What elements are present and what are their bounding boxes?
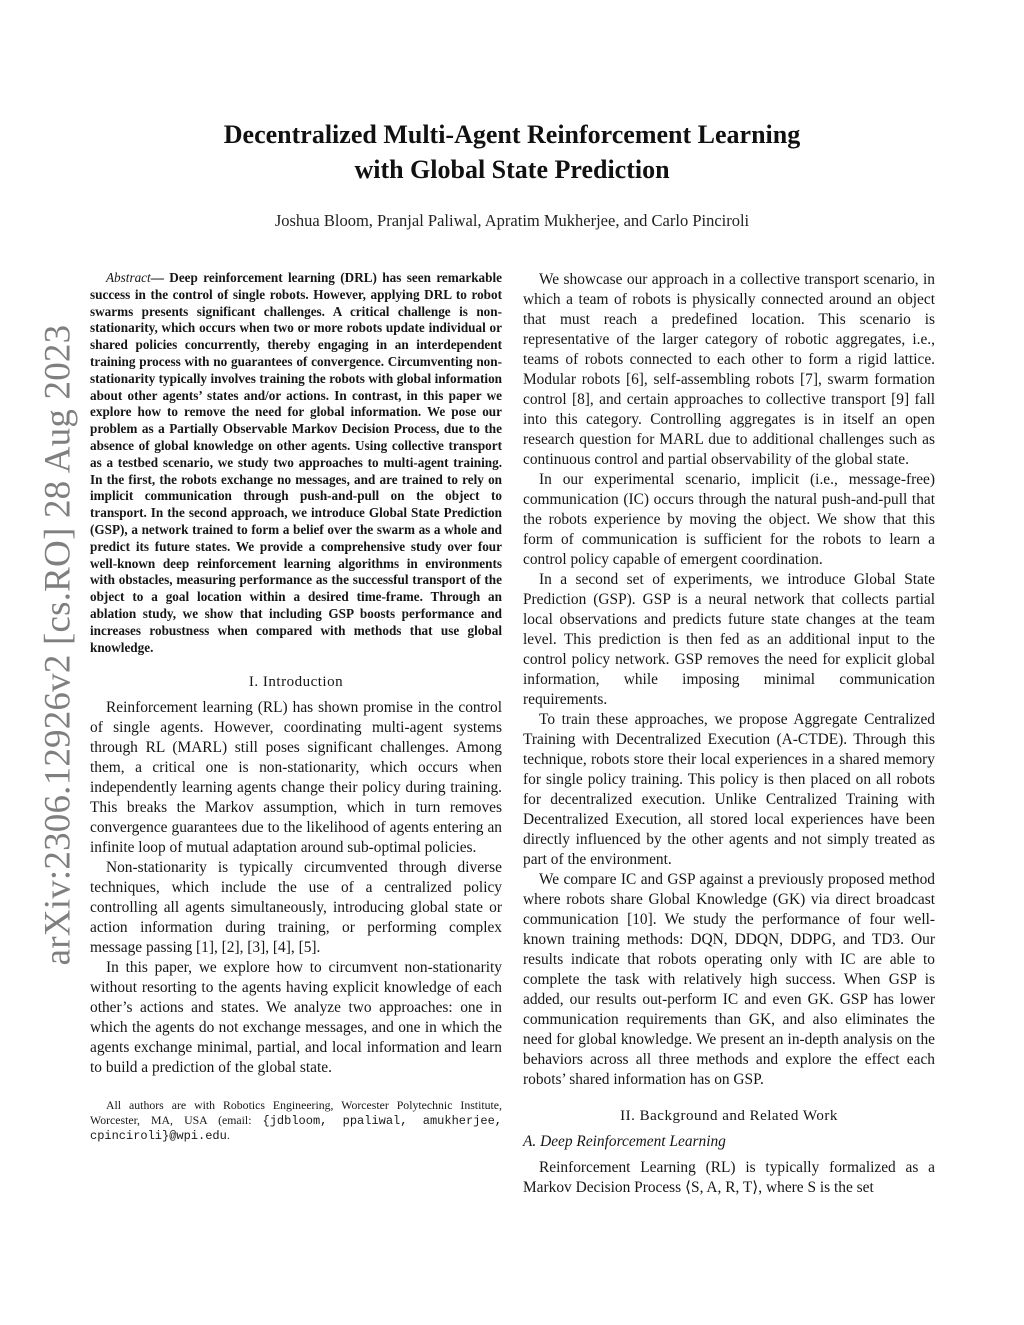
abstract-dash: — <box>150 270 170 285</box>
right-column <box>523 270 935 1198</box>
intro-paragraph-5: In our experimental scenario, implicit (i.e., message-free) communication (IC) occurs through the natural push-and-pull that the robots experience by moving the object. We show that this form of communication is sufficient for the robots to learn a control policy capable of emergent coordination. <box>523 471 935 568</box>
intro-paragraph-8: We compare IC and GSP against a previously proposed method where robots share Global Knowledge (GK) via direct broadcast communication [10]. We study the performance of four well-known training methods: DQN, DDQN, DDPG, and TD3. Our results indicate that robots operating only with IC are able to complete the task with relatively high success. When GSP is added, our results out-perform IC and even GK. GSP has lower communication requirements than GK, and also eliminates the need for global knowledge. We present an in-depth analysis on the behaviors across all three methods and explore the effect each robots’ shared information has on GSP. <box>523 871 935 1088</box>
left-column <box>90 270 502 1144</box>
title-line-2: with Global State Prediction <box>354 155 670 184</box>
paper-title <box>130 117 894 187</box>
footnote-text: All authors are with Robotics Engineering, Worcester Polytechnic Institute, Worcester, MA, USA (email: <box>90 1098 502 1127</box>
author-list: Joshua Bloom, Pranjal Paliwal, Apratim Mukherjee, and Carlo Pinciroli <box>274 211 750 230</box>
background-paragraph-1: Reinforcement Learning (RL) is typically formalized as a Markov Decision Process ⟨S, A, R, T⟩, where S is the set <box>523 1159 935 1196</box>
author-affiliation-footnote <box>90 1098 502 1144</box>
section-heading-background: II. Background and Related Work <box>620 1108 838 1124</box>
intro-paragraph-7: To train these approaches, we propose Aggregate Centralized Training with Decentralized Execution (A-CTDE). Through this technique, robots store their local experiences in a shared memory for single policy training. This policy is then placed on all robots for decentralized execution. Unlike Centralized Training with Decentralized Execution, all stored local experiences have been directly influenced by the other agents and not simply treated as part of the environment. <box>523 711 935 868</box>
intro-paragraph-3: In this paper, we explore how to circumvent non-stationarity without resorting to the agents having explicit knowledge of each other’s actions and states. We analyze two approaches: one in which the agents do not exchange messages, and one in which the agents exchange minimal, partial, and local information and learn to build a prediction of the global state. <box>90 959 502 1077</box>
intro-paragraph-1: Reinforcement learning (RL) has shown promise in the control of single agents. However, coordinating multi-agent systems through RL (MARL) still poses significant challenges. Among them, a critical one is non-stationarity, which occurs when independently learning agents change their policy during training. This breaks the Markov assumption, which in turn removes convergence guarantees due to the likelihood of agents entering an infinite loop of mutual adaptation around sub-optimal policies. <box>90 699 502 857</box>
intro-paragraph-6: In a second set of experiments, we introduce Global State Prediction (GSP). GSP is a neural network that collects partial local observations and predicts future state changes at the team level. This prediction is then fed as an additional input to the control policy network. GSP removes the need for explicit global information, while imposing minimal communication requirements. <box>523 571 935 708</box>
footnote-end: . <box>226 1128 230 1143</box>
subsection-heading-drl: A. Deep Reinforcement Learning <box>523 1133 726 1150</box>
abstract <box>90 270 502 656</box>
intro-paragraph-2: Non-stationarity is typically circumvented through diverse techniques, which include the use of a centralized policy controlling all agents simultaneously, introducing global state or action information during training, or performing complex message passing [1], [2], [3], [4], [5]. <box>90 859 502 957</box>
arxiv-stamp[interactable]: arXiv:2306.12926v2 [cs.RO] 28 Aug 2023 <box>37 324 79 966</box>
intro-paragraph-4: We showcase our approach in a collective transport scenario, in which a team of robots is physically connected around an object that must reach a predefined location. This scenario is representative of the larger category of robotic aggregates, i.e., teams of robots connected to each other to form a rigid lattice. Modular robots [6], self-assembling robots [7], swarm formation control [8], and certain approaches to collective transport [9] fall into this category. Controlling aggregates is in itself an open research question for MARL due to additional challenges such as continuous control and partial observability of the global state. <box>523 271 935 468</box>
title-line-1: Decentralized Multi-Agent Reinforcement Learning <box>223 120 801 149</box>
section-heading-introduction: I. Introduction <box>248 674 344 691</box>
abstract-label: Abstract <box>106 270 151 285</box>
abstract-text: Deep reinforcement learning (DRL) has seen remarkable success in the control of single robots. However, applying DRL to robot swarms presents significant challenges. A critical challenge is non-stationarity, which occurs when two or more robots update individual or shared policies concurrently, thereby engaging in an interdependent training process with no guarantees of convergence. Circumventing non-stationarity typically involves training the robots with global information about other agents’ states and/or actions. In contrast, in this paper we explore how to remove the need for global information. We pose our problem as a Partially Observable Markov Decision Process, due to the absence of global knowledge on other agents. Using collective transport as a testbed scenario, we study two approaches to multi-agent training. In the first, the robots exchange no messages, and are trained to rely on implicit communication through push-and-pull on the object to transport. In the second approach, we introduce Global State Prediction (GSP), a network trained to form a belief over the swarm as a whole and predict its future states. We provide a comprehensive study over four well-known deep reinforcement learning algorithms in environments with obstacles, measuring performance as the successful transport of the object to a goal location within a desired time-frame. Through an ablation study, we show that including GSP boosts performance and increases robustness when compared with methods that use global knowledge. <box>90 270 502 655</box>
author-emails[interactable]: {jdbloom, ppaliwal, amukherjee, cpinciroli}@wpi.edu <box>90 1113 502 1144</box>
